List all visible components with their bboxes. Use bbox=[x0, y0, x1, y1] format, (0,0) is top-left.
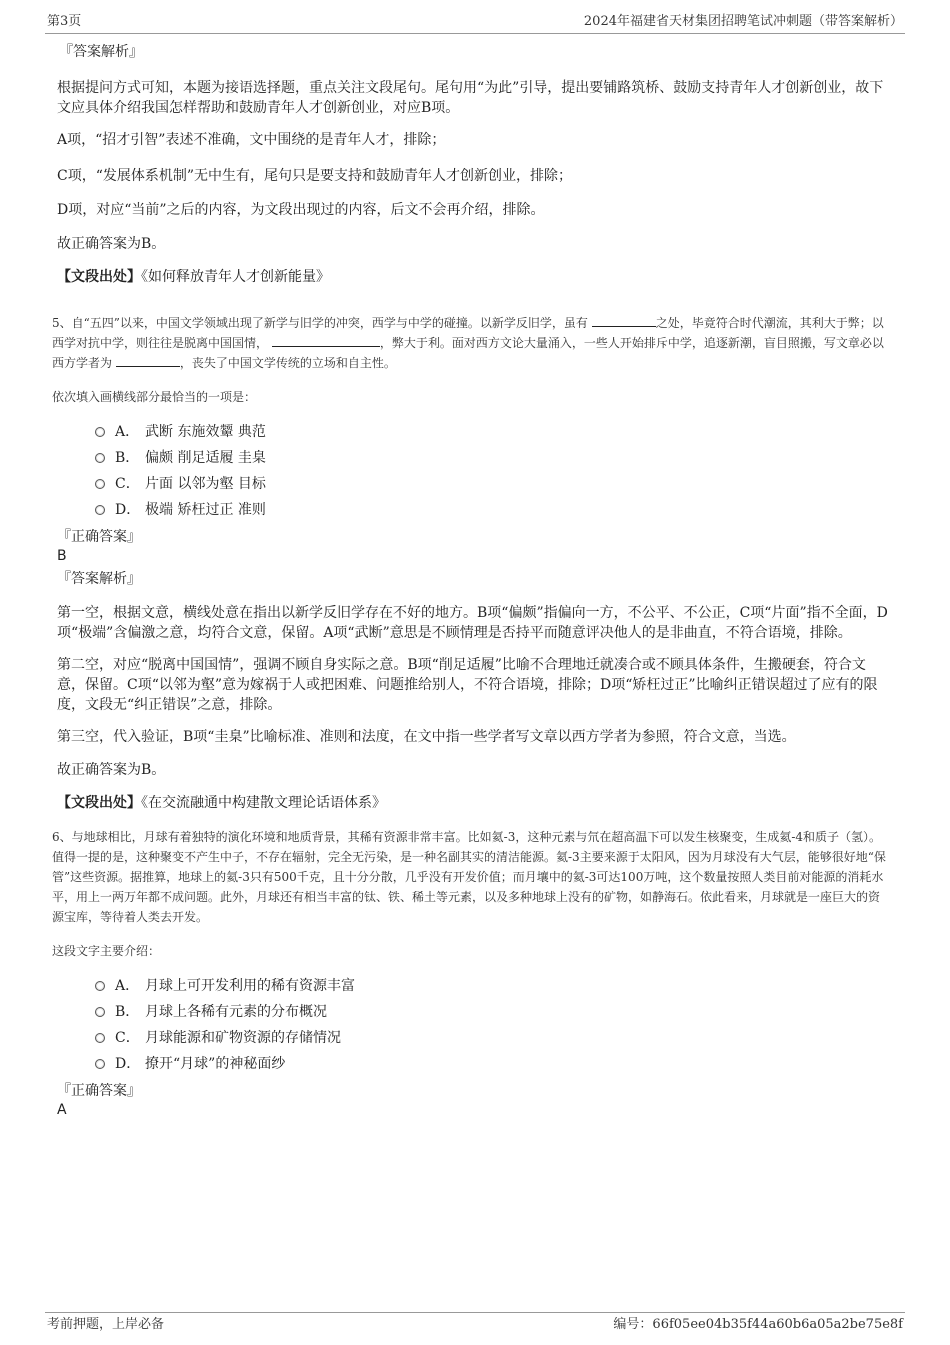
source-title: 《如何释放青年人才创新能量》 bbox=[141, 269, 330, 285]
option-letter: C． bbox=[115, 1030, 140, 1046]
radio-icon[interactable] bbox=[95, 479, 105, 489]
question-text-part: ，弊大于利。面对西方文论大量涌入，一些人开始排斥中学，追逐新潮，盲目照搬，写文章必以西方学者为 bbox=[52, 336, 884, 370]
analysis-paragraph: 第三空，代入验证，B项“圭臬”比喻标准、准则和法度，在文中指一些学者写文章以西方学者为参照，符合文意，当选。 bbox=[57, 729, 796, 745]
fill-blank bbox=[272, 335, 380, 347]
analysis-paragraph: 故正确答案为B。 bbox=[57, 236, 166, 252]
option-text: 片面 以邻为壑 目标 bbox=[145, 476, 266, 492]
document-id: 编号：66f05ee04b35f44a60b6a05a2be75e8f bbox=[613, 1317, 903, 1332]
option-text: 极端 矫枉过正 准则 bbox=[145, 502, 266, 518]
radio-icon[interactable] bbox=[95, 1033, 105, 1043]
page-content bbox=[52, 42, 888, 1119]
correct-answer: B bbox=[57, 548, 67, 564]
option-letter: D． bbox=[115, 1056, 141, 1072]
question-text-part: 之处，毕竟符合时代潮流，其利大于弊；以西学对抗中学，则往往是脱离中国国情， bbox=[52, 316, 884, 350]
option-text: 月球上各稀有元素的分布概况 bbox=[145, 1004, 327, 1020]
correct-answer-label: 『正确答案』 bbox=[57, 529, 141, 545]
analysis-paragraph: D项，对应“当前”之后的内容，为文段出现过的内容，后文不会再介绍，排除。 bbox=[57, 202, 545, 218]
radio-icon[interactable] bbox=[95, 505, 105, 515]
source-title: 《在交流融通中构建散文理论话语体系》 bbox=[141, 795, 386, 811]
option-text: 撩开“月球”的神秘面纱 bbox=[145, 1056, 286, 1072]
option-d[interactable] bbox=[95, 497, 888, 523]
option-list bbox=[95, 973, 888, 1077]
option-text: 月球上可开发利用的稀有资源丰富 bbox=[145, 978, 355, 994]
question-prompt: 这段文字主要介绍： bbox=[52, 944, 161, 958]
radio-icon[interactable] bbox=[95, 981, 105, 991]
passage-source bbox=[57, 267, 888, 287]
footer-slogan: 考前押题，上岸必备 bbox=[47, 1317, 165, 1332]
analysis-label: 『答案解析』 bbox=[57, 571, 141, 587]
option-letter: A． bbox=[115, 978, 140, 994]
option-letter: B． bbox=[115, 1004, 140, 1020]
analysis-paragraph: 第二空，对应“脱离中国国情”，强调不顾自身实际之意。B项“削足适履”比喻不合理地迁就凑合或不顾具体条件，生搬硬套，符合文意，保留。C项“以邻为壑”意为嫁祸于人或把困难、问题推给别人，不符合语境，排除；D项“矫枉过正”比喻纠正错误超过了应有的限度，文段无“纠正错误”之意，排除。 bbox=[57, 657, 878, 713]
option-c[interactable] bbox=[95, 1025, 888, 1051]
fill-blank bbox=[116, 355, 180, 367]
question-text-part: 5、自“五四”以来，中国文学领域出现了新学与旧学的冲突，西学与中学的碰撞。以新学反旧学，虽有 bbox=[52, 316, 588, 330]
question-text-part: ，丧失了中国文学传统的立场和自主性。 bbox=[179, 356, 396, 370]
passage-source bbox=[57, 793, 888, 813]
option-text: 月球能源和矿物资源的存储情况 bbox=[145, 1030, 341, 1046]
option-letter: B． bbox=[115, 450, 140, 466]
option-a[interactable] bbox=[95, 973, 888, 999]
option-letter: D． bbox=[115, 502, 141, 518]
option-text: 偏颇 削足适履 圭臬 bbox=[145, 450, 266, 466]
question-text bbox=[52, 313, 888, 373]
analysis-paragraph: A项，“招才引智”表述不准确，文中围绕的是青年人才，排除； bbox=[57, 132, 446, 148]
analysis-paragraph: 第一空，根据文意，横线处意在指出以新学反旧学存在不好的地方。B项“偏颇”指偏向一方，不公平、不公正，C项“片面”指不全面，D项“极端”含偏激之意，均符合文意，保留。A项“武断”意思是不顾情理是否持平而随意评决他人的是非曲直，不符合语境，排除。 bbox=[57, 605, 888, 641]
option-text: 武断 东施效颦 典范 bbox=[145, 424, 266, 440]
radio-icon[interactable] bbox=[95, 1007, 105, 1017]
q4-analysis bbox=[57, 42, 888, 287]
option-letter: A． bbox=[115, 424, 140, 440]
analysis-paragraph: 根据提问方式可知，本题为接语选择题，重点关注文段尾句。尾句用“为此”引导，提出要铺路筑桥、鼓励支持青年人才创新创业，故下文应具体介绍我国怎样帮助和鼓励青年人才创新创业，对应B项。 bbox=[57, 80, 884, 116]
question-6 bbox=[52, 827, 888, 1119]
analysis-paragraph: 故正确答案为B。 bbox=[57, 762, 166, 778]
option-letter: C． bbox=[115, 476, 140, 492]
option-c[interactable] bbox=[95, 471, 888, 497]
analysis-label: 『答案解析』 bbox=[59, 44, 143, 60]
question-prompt: 依次填入画横线部分最恰当的一项是： bbox=[52, 390, 257, 404]
option-a[interactable] bbox=[95, 419, 888, 445]
radio-icon[interactable] bbox=[95, 453, 105, 463]
analysis-paragraph: C项，“发展体系机制”无中生有，尾句只是要支持和鼓励青年人才创新创业，排除； bbox=[57, 168, 573, 184]
question-text: 6、与地球相比，月球有着独特的演化环境和地质背景，其稀有资源非常丰富。比如氦-3，这种元素与氘在超高温下可以发生核聚变，生成氦-4和质子（氢）。值得一提的是，这种聚变不产生中子，不存在辐射，完全无污染，是一种名副其实的清洁能源。氦-3主要来源于太阳风，因为月球没有大气层，能够很好地“保管”这些资源。据推算，地球上的氦-3只有500千克，且十分分散，几乎没有开发价值；而月壤中的氦-3可达100万吨，这个数量按照人类目前对能源的消耗水平，用上一两万年都不成问题。此外，月球还有相当丰富的钛、铁、稀土等元素，以及多种地球上没有的矿物，如静海石。依此看来，月球就是一座巨大的资源宝库，等待着人类去开发。 bbox=[52, 830, 886, 924]
page-header bbox=[45, 12, 905, 34]
document-title: 2024年福建省天材集团招聘笔试冲刺题（带答案解析） bbox=[583, 14, 903, 29]
correct-answer-label: 『正确答案』 bbox=[57, 1083, 141, 1099]
radio-icon[interactable] bbox=[95, 427, 105, 437]
option-b[interactable] bbox=[95, 999, 888, 1025]
page-footer bbox=[45, 1312, 905, 1336]
radio-icon[interactable] bbox=[95, 1059, 105, 1069]
option-b[interactable] bbox=[95, 445, 888, 471]
source-tag: 【文段出处】 bbox=[57, 269, 141, 285]
page-number: 第3页 bbox=[47, 14, 82, 29]
question-5 bbox=[52, 313, 888, 813]
option-list bbox=[95, 419, 888, 523]
fill-blank bbox=[592, 315, 656, 327]
option-d[interactable] bbox=[95, 1051, 888, 1077]
correct-answer: A bbox=[57, 1102, 67, 1118]
source-tag: 【文段出处】 bbox=[57, 795, 141, 811]
